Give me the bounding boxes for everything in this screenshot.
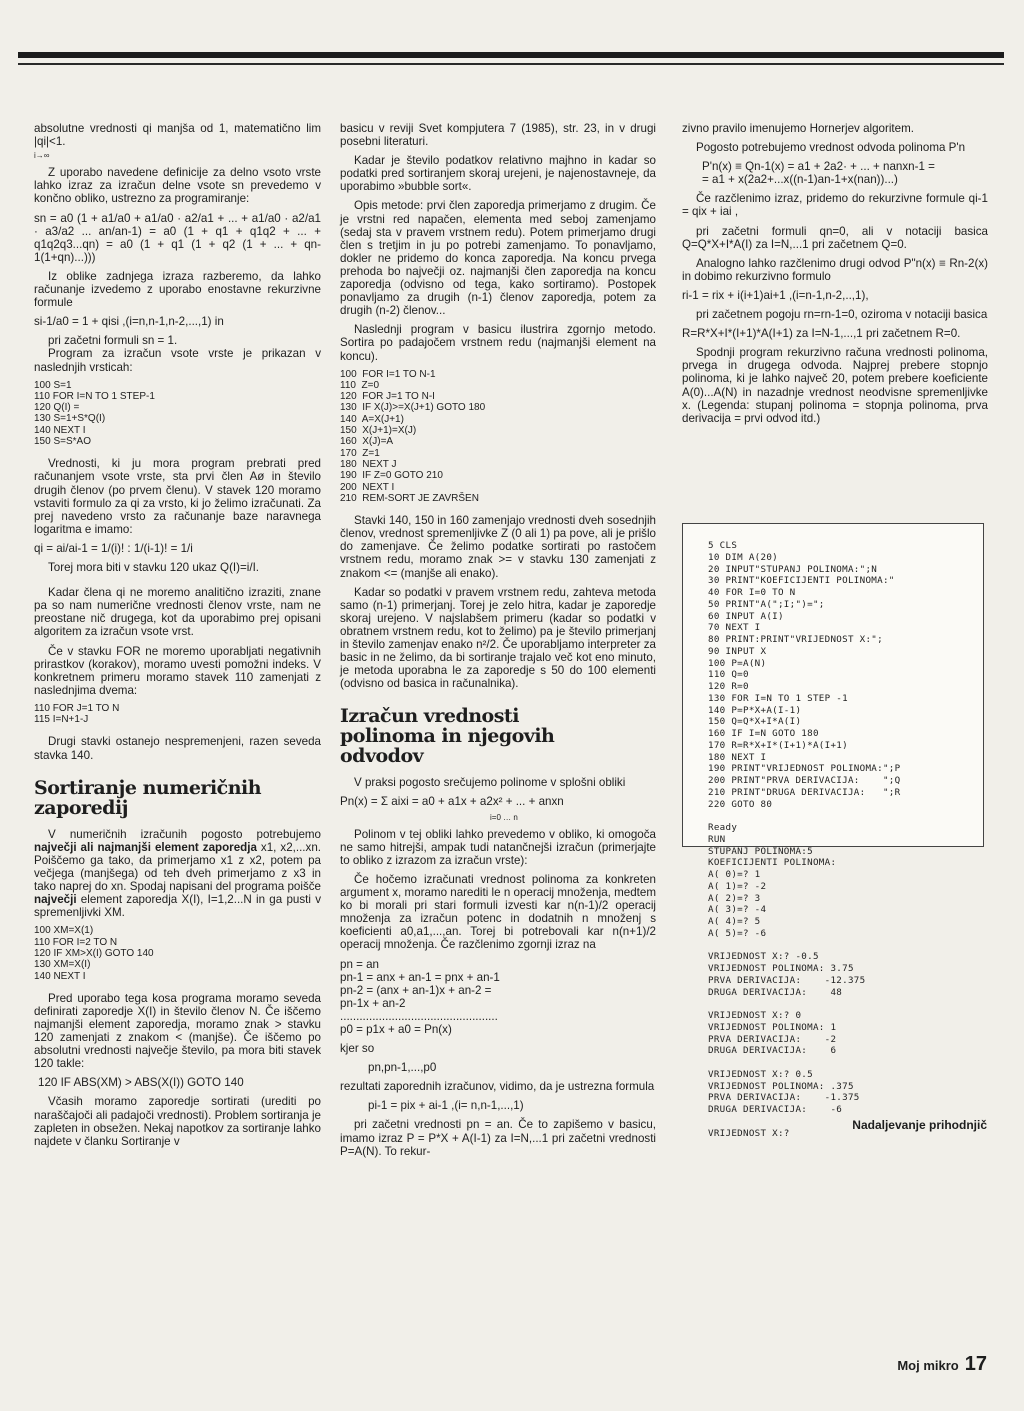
paragraph: Pogosto potrebujemo vrednost odvoda polinoma P'n bbox=[696, 141, 966, 155]
limit-subscript: i→∞ bbox=[34, 151, 50, 161]
paragraph: Spodnji program rekurzivno računa vrednosti polinoma, prvega in drugega odvoda. Najprej prebere stopnjo polinoma, ki je lahko največ 20, potem prebere koeficiente A(0)...A(N) in nazadnje vrednost neodvisne spremenljivke x. (Legenda: stupanj polinoma = stopnja polinoma, prva derivacija = prvi odvod itd.) bbox=[682, 346, 988, 425]
paragraph: Torej mora biti v stavku 120 ukaz Q(I)=i/I. bbox=[48, 561, 260, 575]
paragraph: Včasih moramo zaporedje sortirati (urediti po naraščajoči ali padajoči vrednosti). Problem sortiranja je zapleten in obsežen. Nekaj napotkov za sortiranje lahko najdete v članku Sortiranje v bbox=[34, 1095, 321, 1148]
paragraph: Naslednji program v basicu ilustrira zgornjo metodo. Sortira po padajočem vrstnem redu (najmanjši element na koncu). bbox=[340, 323, 656, 363]
column-3 bbox=[682, 122, 988, 431]
formula-qi: qi = ai/ai-1 = 1/(i)! : 1/(i-1)! = 1/i bbox=[34, 541, 193, 555]
paragraph: Kadar so podatki v pravem vrstnem redu, zahteva metoda samo (n-1) primerjanj. Torej je zelo hitra, kadar je zaporedje skoraj urejeno. V najslabšem primeru (kadar so podatki v obratnem vrstnem redu, kot to želimo) pa je število primerjanj in število zamenjav enako n²/2. Če uporabljamo interpreter za basic in ne želimo, da bi sortiranje trajalo več kot eno minuto, je metoda uporabna le za zaporedje s 50 do 100 elementi (odvisno od basica in računalnika). bbox=[340, 585, 656, 691]
paragraph: pri začetni formuli sn = 1. bbox=[48, 334, 178, 348]
paragraph: Kadar člena qi ne moremo analitično izraziti, znane pa so nam numerične vrednosti členov vrste, nam ne preostane nič drugega, kot da uporabimo prej opisani algoritem za izračun vsote vrst. bbox=[34, 586, 321, 639]
formula-polynomial: Pn(x) = Σ aixi = a0 + a1x + a2x² + ... + anxn bbox=[340, 795, 564, 809]
paragraph: Če razčlenimo izraz, pridemo do rekurzivne formule qi-1 = qix + iai , bbox=[682, 192, 988, 219]
header-rule-thin bbox=[18, 63, 1004, 65]
page-number: 17 bbox=[964, 1353, 987, 1375]
basic-code-series: 100 S=1 110 FOR I=N TO 1 STEP-1 120 Q(I) = 130 S=1+S*Q(I) 140 NEXT I 150 S=S*AO bbox=[34, 379, 155, 448]
formula-horner: pi-1 = pix + ai-1 ,(i= n,n-1,...,1) bbox=[368, 1099, 524, 1113]
paragraph: kjer so bbox=[340, 1042, 375, 1056]
basic-code-bubble-sort: 100 FOR I=1 TO N-1 110 Z=0 120 FOR J=1 TO N-I 130 IF X(J)>=X(J+1) GOTO 180 140 A=X(J+1) 150 X(J+1)=X(J) 160 X(J)=A 170 Z=1 180 NEXT J 190 IF Z=0 GOTO 210 200 NEXT I 210 REM-SORT JE ZAVRŠEN bbox=[340, 368, 486, 504]
paragraph: Z uporabo navedene definicije za delno vsoto vrste lahko izraz za izračun delne vsote sn prevedemo v končno obliko, ustrezno za programiranje: bbox=[34, 166, 321, 206]
formula-partial-sum: sn = a0 (1 + a1/a0 + a1/a0 · a2/a1 + ... + a1/a0 · a2/a1 · a3/a2 ... an/an-1) = a0 (1 + q1 + q1q2 + ... + q1q2q3...qn) = a0 (1 + q1 (1 + q2 (1 + ... + qn-1(1+qn)...))) bbox=[34, 211, 321, 264]
paragraph: pri začetni formuli qn=0, ali v notaciji basica Q=Q*X+I*A(I) za I=N,...1 pri začetnem Q=0. bbox=[682, 224, 988, 251]
paragraph: Analogno lahko razčlenimo drugi odvod P"n(x) ≡ Rn-2(x) in dobimo rekurzivno formulo bbox=[682, 256, 988, 283]
formula-abs: 120 IF ABS(XM) > ABS(X(I)) GOTO 140 bbox=[38, 1076, 244, 1090]
paragraph: pri začetnem pogoju rn=rn-1=0, oziroma v notaciji basica bbox=[696, 308, 988, 322]
paragraph: V numeričnih izračunih pogosto potrebujemo največji ali najmanjši element zaporedja x1, x2,...xn. Poiščemo ga tako, da primerjamo x1 z x2, potem pa večjega (manjšega) od teh dveh primerjamo z x3 in tako naprej do xn. Spodaj napisani del programa poišče največji element zaporedja X(I), I=1,2...N in ga pusti v spremenljivki XM. bbox=[34, 827, 321, 920]
formula-basic-r: R=R*X+I*(I+1)*A(I+1) za I=N-1,...,1 pri začetnem R=0. bbox=[682, 327, 961, 341]
header-rule-thick bbox=[18, 52, 1004, 58]
paragraph: Če hočemo izračunati vrednost polinoma za konkreten argument x, moramo narediti le n operacij množenja, medtem ko bi morali pri stari formuli izvesti kar n(n-1)/2 operacij množenja za izračun potenc in dodatnih n množenj s koeficienti a0,a1,...,an. Torej bi potrebovali kar n(n+1)/2 operacij množenja. Če razčlenimo zgornji izraz na bbox=[340, 872, 656, 952]
column-1 bbox=[34, 122, 321, 1154]
page-footer bbox=[897, 1353, 987, 1376]
paragraph: Vrednosti, ki ju mora program prebrati pred računanjem vsote vrste, sta prvi člen Aø in število drugih členov (po prvem členu). V stavek 120 moramo vstaviti formulo za qi za vrsto, ki jo želimo izračunati. Za prej navedeno vrsto za računanje baze naravnega logaritma e imamo: bbox=[34, 457, 321, 536]
formula-second-derivative: ri-1 = rix + i(i+1)ai+1 ,(i=n-1,n-2,..,1), bbox=[682, 288, 869, 302]
paragraph: rezultati zaporednih izračunov, vidimo, da je ustrezna formula bbox=[340, 1080, 655, 1094]
magazine-name: Moj mikro bbox=[897, 1358, 959, 1373]
basic-code-index: 110 FOR J=1 TO N 115 I=N+1-J bbox=[34, 702, 120, 726]
formula-derivative: P'n(x) ≡ Qn-1(x) = a1 + 2a2· + ... + nanxn-1 = = a1 + x(2a2+...x((n-1)an-1+x(nan))...) bbox=[702, 160, 935, 187]
paragraph: Program za izračun vsote vrste je prikazan v naslednjih vrsticah: bbox=[34, 347, 321, 374]
column-2 bbox=[340, 122, 656, 1164]
section-heading-sorting: Sortiranje numeričnih zaporedij bbox=[34, 776, 262, 819]
paragraph: Opis metode: prvi člen zaporedja primerjamo z drugim. Če je vrstni red napačen, elementa med seboj zamenjamo (sedaj sta v pravem vrstnem redu). Potem primerjamo drugi člen s tretjim in ju po potrebi zamenjamo. To ponavljamo, dokler ne pridemo do konca zaporedja. Na koncu prvega prehoda bo največji oz. najmanjši člen zaporedja na koncu zaporedja (odvisno od tega, kako sortiramo). Postopek ponavljamo za drugih (n-1) členov zaporedja, potem za drugih (n-2) členov... bbox=[340, 199, 656, 318]
program-listing: 5 CLS 10 DIM A(20) 20 INPUT"STUPANJ POLINOMA:";N 30 PRINT"KOEFICIJENTI POLINOMA:" 40 FOR I=0 TO N 50 PRINT"A(";I;")="; 60 INPUT A(I) 70 NEXT I 80 PRINT:PRINT"VRIJEDNOST X:"; 90 INPUT X 100 P=A(N) 110 Q=0 120 R=0 130 FOR I=N TO 1 STEP -1 140 P=P*X+A(I-1) 150 Q=Q*X+I*A(I) 160 IF I=N GOTO 180 170 R=R*X+I*(I+1)*A(I+1) 180 NEXT I 190 PRINT"VRIJEDNOST POLINOMA:";P 200 PRINT"PRVA DERIVACIJA: ";Q 210 PRINT"DRUGA DERIVACIJA: ";R 220 GOTO 80 Ready RUN STUPANJ POLINOMA:5 KOEFICIJENTI POLINOMA: A( 0)=? 1 A( 1)=? -2 A( 2)=? 3 A( 3)=? -4 A( 4)=? 5 A( 5)=? -6 VRIJEDNOST X:? -0.5 VRIJEDNOST POLINOMA: 3.75 PRVA DERIVACIJA: -12.375 DRUGA DERIVACIJA: 48 VRIJEDNOST X:? 0 VRIJEDNOST POLINOMA: 1 PRVA DERIVACIJA: -2 DRUGA DERIVACIJA: 6 VRIJEDNOST X:? 0.5 VRIJEDNOST POLINOMA: .375 PRVA DERIVACIJA: -1.375 DRUGA DERIVACIJA: -6 VRIJEDNOST X:? bbox=[708, 540, 901, 1139]
paragraph: pri začetni vrednosti pn = an. Če to zapišemo v basicu, imamo izraz P = P*X + A(I-1) za I=N,...1 pri začetni vrednosti P=A(N). To rekur- bbox=[340, 1118, 656, 1158]
paragraph: Kadar je število podatkov relativno majhno in kadar so podatki pred sortiranjem skoraj urejeni, je najenostavneje, da uporabimo »bubble sort«. bbox=[340, 154, 656, 194]
paragraph: zivno pravilo imenujemo Hornerjev algoritem. bbox=[682, 122, 914, 135]
basic-code-max: 100 XM=X(1) 110 FOR I=2 TO N 120 IF XM>X(I) GOTO 140 130 XM=X(I) 140 NEXT I bbox=[34, 925, 154, 982]
sum-limits: i=0 … n bbox=[490, 812, 518, 822]
paragraph: Polinom v tej obliki lahko prevedemo v obliko, ki omogoča ne samo hitrejši, ampak tudi natančnejši izračun (primerjajte to obliko z izrazom za izračun vrste): bbox=[340, 827, 656, 867]
continued-note: Nadaljevanje prihodnjič bbox=[852, 1118, 987, 1132]
paragraph: Iz oblike zadnjega izraza razberemo, da lahko računanje izvedemo z uporabo enostavne rekurzivne formule bbox=[34, 269, 321, 310]
paragraph: basicu v reviji Svet kompjutera 7 (1985), str. 23, in v drugi posebni literaturi. bbox=[340, 122, 656, 149]
paragraph: absolutne vrednosti qi manjša od 1, matematično lim |qi|<1. bbox=[34, 122, 321, 149]
paragraph: Stavki 140, 150 in 160 zamenjajo vrednosti dveh sosednjih členov, vrednost spremenljivke Z (0 ali 1) pa pove, ali je prišlo do zamenjave. Če želimo podatke sortirati po rastočem vrstnem redu, moramo znak >= v stavku 130 zamenjati z znakom <= (manjše ali enako). bbox=[340, 514, 656, 580]
paragraph: Drugi stavki ostanejo nespremenjeni, razen seveda stavka 140. bbox=[34, 735, 321, 762]
paragraph: Pred uporabo tega kosa programa moramo seveda definirati zaporedje X(I) in število členov N. Če iščemo najmanjši element zaporedja, moramo znak > stavku 120 zamenjati z znakom < (manjše). Če iščemo po absolutni vrednosti največje število, pa mora biti stavek 120 takle: bbox=[34, 991, 321, 1071]
paragraph: Če v stavku FOR ne moremo uporabljati negativnih prirastkov (korakov), moramo uvesti pomožni indeks. V konkretnem primeru moramo stavek 110 zamenjati z naslednjima dvema: bbox=[34, 644, 321, 697]
paragraph: V praksi pogosto srečujemo polinome v splošni obliki bbox=[354, 776, 626, 790]
section-heading-polynomial: Izračun vrednosti polinoma in njegovih odvodov bbox=[340, 705, 555, 768]
formula-recursive: si-1/a0 = 1 + qisi ,(i=n,n-1,n-2,...,1) in bbox=[34, 315, 224, 329]
formula-horner-steps: pn = an pn-1 = anx + an-1 = pnx + an-1 pn-2 = (anx + an-1)x + an-2 = pn-1x + an-2 ................................................. p0 = p1x + a0 = Pn(x) bbox=[340, 957, 500, 1036]
formula-p-values: pn,pn-1,...,p0 bbox=[368, 1061, 437, 1075]
